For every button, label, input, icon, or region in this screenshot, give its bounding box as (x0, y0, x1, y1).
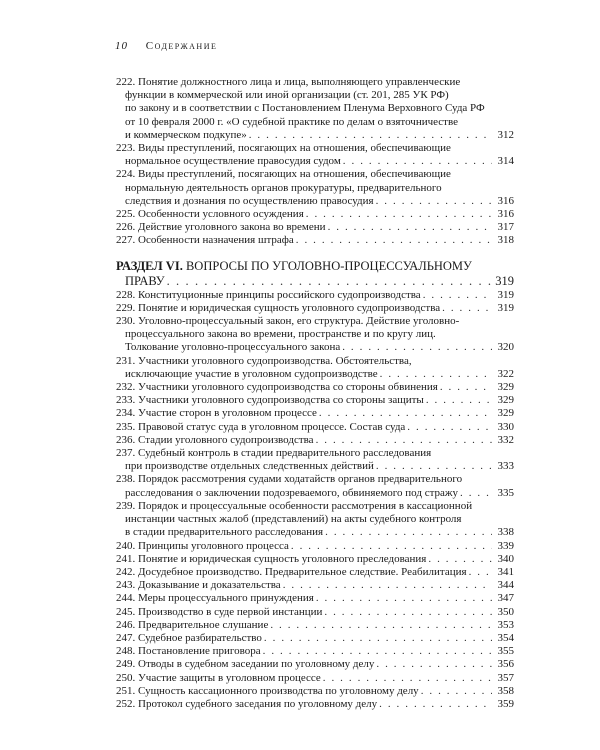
toc-entry (116, 142, 514, 168)
toc-entry-text: 248. Постановление приговора (116, 645, 261, 658)
toc-entry-text: и коммерческом подкупе» (125, 128, 247, 141)
dot-leader (323, 672, 492, 685)
toc-entry (116, 685, 514, 698)
toc-entry-line (116, 221, 514, 234)
dot-leader (423, 289, 492, 302)
toc-entry-text: 232. Участники уголовного судопроизводства со стороны обвинения (116, 381, 438, 394)
section-heading (116, 259, 514, 289)
toc-entry (116, 473, 514, 499)
section-title-line-1: ВОПРОСЫ ПО УГОЛОВНО-ПРОЦЕССУАЛЬНОМУ (182, 258, 472, 273)
toc-entry-page: 314 (497, 155, 514, 168)
toc-entry-text: от 10 февраля 2000 г. «О судебной практике по делам о взяточничестве (125, 115, 458, 128)
toc-entry (116, 221, 514, 234)
toc-entry (116, 394, 514, 407)
dot-leader (167, 274, 492, 289)
toc-entry-page: 340 (497, 552, 514, 565)
toc-entry-page: 353 (497, 618, 514, 631)
toc-entry-line (116, 89, 514, 102)
toc-entry-text: 235. Правовой статус суда в уголовном процессе. Состав суда (116, 420, 406, 433)
toc-entry-text: нормальную деятельность органов прокуратуры, предварительного (125, 181, 442, 194)
toc-entry-line (116, 195, 514, 208)
toc-entry-text: нормальное осуществление правосудия судом (125, 155, 341, 168)
toc-entry-line (116, 658, 514, 671)
toc-entry (116, 381, 514, 394)
toc-entry-text: 241. Понятие и юридическая сущность уголовного преследования (116, 552, 427, 565)
dot-leader (380, 368, 492, 381)
toc-entry-line (116, 698, 514, 711)
toc-entry-text: 243. Доказывание и доказательства (116, 579, 281, 592)
dot-leader (264, 632, 492, 645)
toc-entry-text: 251. Сущность кассационного производства по уголовному делу (116, 684, 419, 697)
toc-entry-page: 335 (497, 486, 514, 499)
toc-entry-text: инстанции частных жалоб (представлений) на акты судебного контроля (125, 513, 462, 526)
dot-leader (263, 645, 492, 658)
dot-leader (440, 381, 492, 394)
toc-entry-text: 246. Предварительное слушание (116, 618, 269, 631)
toc-group-criminal-law (116, 76, 514, 248)
toc-entry (116, 302, 514, 315)
toc-entry-text: 229. Понятие и юридическая сущность уголовного судопроизводства (116, 301, 441, 314)
toc-entry (116, 407, 514, 420)
toc-entry-line (116, 341, 514, 354)
dot-leader (270, 619, 492, 632)
toc-entry (116, 500, 514, 540)
toc-entry-page: 332 (497, 433, 514, 446)
toc-entry-page: 341 (497, 565, 514, 578)
toc-entry-text: исключающие участие в уголовном судопроизводстве (125, 367, 378, 380)
toc-entry-line (116, 645, 514, 658)
toc-entry-page: 312 (497, 128, 514, 141)
toc-entry-line (116, 129, 514, 142)
toc-entry-page: 316 (497, 208, 514, 221)
toc-entry-text: 233. Участники уголовного судопроизводства со стороны защиты (116, 394, 424, 407)
toc-entry-text: 238. Порядок рассмотрения судами ходатайств органов предварительного (116, 473, 463, 486)
toc-entry (116, 355, 514, 381)
toc-entry-line (116, 315, 514, 328)
toc-entry-line (116, 632, 514, 645)
toc-entry-line (116, 407, 514, 420)
dot-leader (376, 658, 492, 671)
toc-entry-text: 244. Меры процессуального принуждения (116, 592, 314, 605)
dot-leader (442, 302, 492, 315)
toc-entry-text: 222. Понятие должностного лица и лица, выполняющего управленческие (116, 76, 461, 88)
toc-entry-line (116, 592, 514, 605)
toc-entry-line (116, 76, 514, 89)
toc-entry-page: 357 (497, 671, 514, 684)
toc-entry (116, 592, 514, 605)
dot-leader (342, 341, 492, 354)
toc-entry (116, 168, 514, 208)
dot-leader (316, 434, 492, 447)
dot-leader (306, 208, 492, 221)
dot-leader (324, 606, 492, 619)
toc-entry-line (116, 447, 514, 460)
toc-entry (116, 645, 514, 658)
toc-entry-line (116, 116, 514, 129)
toc-entry-line (116, 168, 514, 181)
toc-entry-text: 234. Участие сторон в уголовном процессе (116, 407, 317, 420)
toc-entry (116, 698, 514, 711)
toc-entry-page: 350 (497, 605, 514, 618)
toc-entry-page: 329 (497, 381, 514, 394)
toc-entry-line (116, 619, 514, 632)
toc-entry (116, 447, 514, 473)
running-header (115, 40, 217, 52)
dot-leader (249, 129, 492, 142)
dot-leader (376, 460, 492, 473)
dot-leader (343, 155, 492, 168)
toc-entry-text: 240. Принципы уголовного процесса (116, 539, 289, 552)
page-number: 10 (115, 40, 128, 52)
toc-entry-line (116, 434, 514, 447)
toc-entry-text: 250. Участие защиты в уголовном процессе (116, 671, 321, 684)
dot-leader (426, 394, 492, 407)
toc-entry-page: 322 (497, 367, 514, 380)
toc-entry-line (116, 234, 514, 247)
toc-group-procedure (116, 289, 514, 712)
toc-entry-line (116, 513, 514, 526)
toc-entry-page: 317 (497, 221, 514, 234)
toc-entry (116, 566, 514, 579)
toc-entry (116, 76, 514, 142)
toc-entry-text: по закону и в соответствии с Постановлением Пленума Верховного Суда РФ (125, 102, 485, 115)
toc-entry (116, 421, 514, 434)
toc-entry-line (116, 328, 514, 341)
toc-entry-line (116, 302, 514, 315)
toc-entry-line (116, 182, 514, 195)
toc-entry-line (116, 155, 514, 168)
toc-entry-page: 338 (497, 526, 514, 539)
toc-entry-text: Толкование уголовно-процессуального закона (125, 341, 341, 354)
dot-leader (407, 421, 492, 434)
toc-entry (116, 540, 514, 553)
toc-entry (116, 632, 514, 645)
toc-entry (116, 208, 514, 221)
toc-entry-line (116, 421, 514, 434)
section-title-line-2: ПРАВУ (125, 273, 165, 288)
toc-entry-line (116, 142, 514, 155)
toc-entry (116, 606, 514, 619)
toc-entry-line (116, 672, 514, 685)
dot-leader (283, 579, 492, 592)
section-number: РАЗДЕЛ VI. (116, 258, 183, 273)
toc-entry-page: 354 (497, 631, 514, 644)
toc-entry-line (116, 368, 514, 381)
toc-entry-line (116, 566, 514, 579)
toc-entry-text: функции в коммерческой или иной организации (ст. 201, 285 УК РФ) (125, 89, 449, 102)
dot-leader (379, 698, 492, 711)
toc-entry-page: 356 (497, 658, 514, 671)
toc-entry-line (116, 553, 514, 566)
toc-entry-text: расследования о заключении подозреваемого, обвиняемого под стражу (125, 486, 459, 499)
dot-leader (316, 592, 492, 605)
toc-entry-page: 333 (497, 460, 514, 473)
toc-entry-page: 318 (497, 234, 514, 247)
dot-leader (328, 221, 492, 234)
dot-leader (296, 234, 492, 247)
toc-entry-text: 236. Стадии уголовного судопроизводства (116, 433, 314, 446)
toc-entry-page: 329 (497, 394, 514, 407)
toc-entry-page: 330 (497, 420, 514, 433)
section-page: 319 (495, 273, 514, 288)
toc-entry-text: 242. Досудебное производство. Предварительное следствие. Реабилитация (116, 565, 467, 578)
toc-entry-text: 239. Порядок и процессуальные особенности рассмотрения в кассационной (116, 499, 473, 512)
toc-entry (116, 315, 514, 355)
toc-entry-text: 237. Судебный контроль в стадии предварительного расследования (116, 447, 432, 460)
section-gap (116, 248, 514, 259)
toc-entry-page: 319 (497, 288, 514, 301)
toc-entry-text: следствия и дознания по осуществлению правосудия (125, 194, 374, 207)
toc-entry-text: процессуального закона во времени, пространстве и по кругу лиц. (125, 328, 436, 341)
toc-entry (116, 619, 514, 632)
toc-entry-line (116, 289, 514, 302)
toc-entry-line (116, 381, 514, 394)
dot-leader (428, 553, 492, 566)
header-title: Содержание (145, 40, 218, 52)
toc-entry-page: 316 (497, 194, 514, 207)
table-of-contents (116, 76, 514, 711)
toc-entry-page: 355 (497, 645, 514, 658)
toc-entry-page: 319 (497, 301, 514, 314)
toc-entry-line (116, 526, 514, 539)
dot-leader (469, 566, 492, 579)
toc-entry-text: 247. Судебное разбирательство (116, 631, 262, 644)
toc-entry-line (116, 355, 514, 368)
toc-entry-text: в стадии предварительного расследования (125, 526, 324, 539)
dot-leader (319, 407, 492, 420)
dot-leader (325, 526, 492, 539)
toc-entry-page: 329 (497, 407, 514, 420)
toc-entry (116, 579, 514, 592)
toc-entry-text: 224. Виды преступлений, посягающих на отношения, обеспечивающие (116, 168, 451, 181)
toc-entry (116, 234, 514, 247)
toc-entry-text: 227. Особенности назначения штрафа (116, 234, 294, 247)
toc-entry-text: 245. Производство в суде первой инстанции (116, 605, 323, 618)
toc-entry-text: 249. Отводы в судебном заседании по уголовному делу (116, 658, 375, 671)
toc-entry (116, 658, 514, 671)
toc-entry-text: 252. Протокол судебного заседания по уголовному делу (116, 697, 378, 710)
toc-entry-page: 320 (497, 341, 514, 354)
dot-leader (421, 685, 492, 698)
toc-entry-line (116, 102, 514, 115)
toc-entry (116, 289, 514, 302)
dot-leader (291, 540, 492, 553)
toc-entry-line (116, 208, 514, 221)
toc-entry-page: 358 (497, 684, 514, 697)
toc-entry-text: при производстве отдельных следственных действий (125, 460, 374, 473)
toc-entry-text: 228. Конституционные принципы российского судопроизводства (116, 288, 421, 301)
toc-entry-page: 359 (497, 697, 514, 710)
toc-entry (116, 553, 514, 566)
toc-entry-line (116, 473, 514, 486)
toc-entry-line (116, 487, 514, 500)
toc-entry (116, 434, 514, 447)
toc-entry-page: 344 (497, 579, 514, 592)
toc-entry (116, 672, 514, 685)
toc-entry-line (116, 460, 514, 473)
toc-entry-line (116, 540, 514, 553)
dot-leader (460, 487, 492, 500)
toc-entry-text: 223. Виды преступлений, посягающих на отношения, обеспечивающие (116, 142, 451, 155)
toc-entry-line (116, 394, 514, 407)
toc-entry-text: 226. Действие уголовного закона во времени (116, 221, 326, 234)
toc-entry-page: 339 (497, 539, 514, 552)
dot-leader (376, 195, 492, 208)
toc-entry-line (116, 606, 514, 619)
toc-entry-line (116, 500, 514, 513)
toc-entry-line (116, 685, 514, 698)
toc-entry-text: 230. Уголовно-процессуальный закон, его структура. Действие уголовно- (116, 315, 460, 328)
toc-entry-page: 347 (497, 592, 514, 605)
toc-entry-line (116, 579, 514, 592)
toc-entry-text: 231. Участники уголовного судопроизводства. Обстоятельства, (116, 354, 412, 367)
toc-entry-text: 225. Особенности условного осуждения (116, 208, 304, 221)
